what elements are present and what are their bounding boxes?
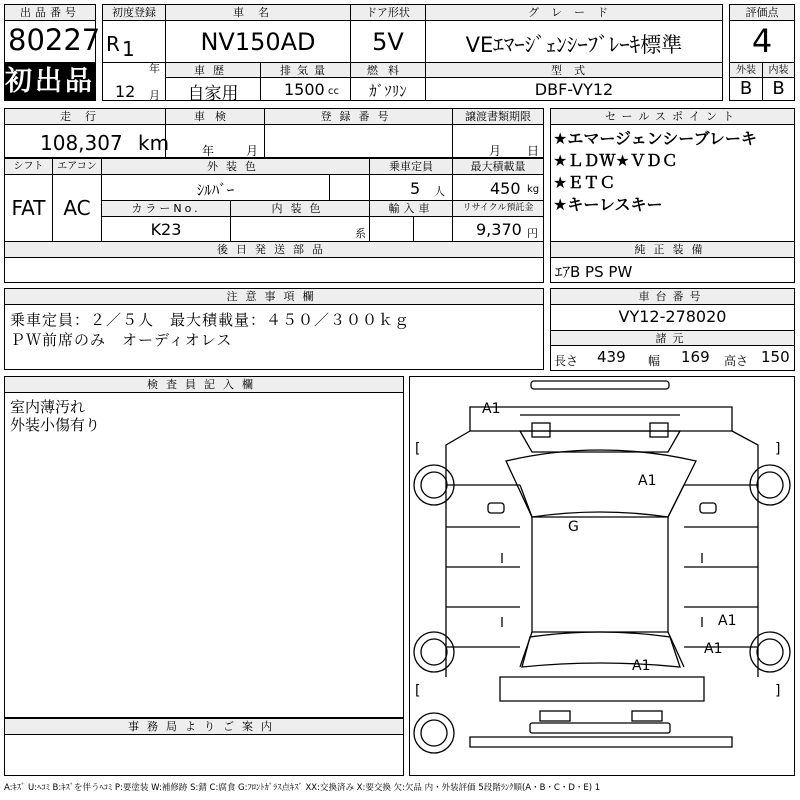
- fuel-label: 燃料: [350, 62, 426, 78]
- model-value: DBF-VY12: [534, 80, 614, 99]
- shift-value: FAT: [11, 196, 46, 220]
- displacement-label: 排気量: [260, 62, 351, 78]
- lot-number: 80227: [8, 23, 101, 57]
- sales-point-item: ★キーレスキー: [553, 195, 663, 214]
- exterior-color-aux-box: [329, 174, 370, 201]
- car-name-label: 車名: [165, 4, 351, 21]
- damage-mark: A1: [638, 473, 657, 489]
- registration-number-box: [264, 124, 453, 158]
- shift-label: シフト: [4, 158, 53, 175]
- max-load-unit: kg: [527, 184, 540, 195]
- color-number-value: K23: [150, 220, 182, 239]
- registration-number-label: 登録番号: [264, 108, 453, 125]
- recycle-deposit-label: リサイクル預託金: [452, 200, 544, 217]
- air-conditioner-value: AC: [63, 196, 91, 220]
- interior-label: 内装: [762, 62, 795, 78]
- import-box-1: [369, 216, 414, 242]
- car-outline: [410, 377, 794, 775]
- height-value: 150: [761, 348, 790, 366]
- interior-grade: B: [772, 78, 785, 99]
- color-number-label: カラーNo.: [101, 200, 231, 217]
- transfer-day-unit: 日: [527, 144, 540, 158]
- sales-points-label: セールスポイント: [550, 108, 795, 125]
- width-value: 169: [681, 348, 710, 366]
- mileage-value: 108,307: [40, 131, 123, 155]
- inspector-note-line: 室内薄汚れ: [10, 398, 86, 416]
- damage-mark: A1: [704, 641, 723, 657]
- office-notice-label: 事務局よりご案内: [4, 718, 404, 735]
- bracket-right: ]: [775, 441, 781, 457]
- exterior-grade: B: [739, 78, 753, 99]
- damage-mark: A1: [718, 613, 737, 629]
- notes-line: ＰＷ前席のみ オーディオレス: [10, 331, 233, 349]
- standard-equipment-label: 純正装備: [550, 241, 795, 258]
- month-unit: 月: [149, 89, 160, 102]
- inspection-month-unit: 月: [246, 144, 259, 158]
- car-name: NV150AD: [200, 28, 316, 56]
- registration-year: 1: [122, 37, 135, 61]
- dimensions-label: 諸元: [550, 330, 795, 346]
- import-label: 輸入車: [369, 200, 453, 217]
- door-type-label: ドア形状: [350, 4, 426, 21]
- interior-color-unit: 系: [355, 227, 366, 240]
- max-load-value: 450: [490, 179, 521, 198]
- first-registration-label: 初度登録: [102, 4, 166, 21]
- damage-mark: A1: [632, 658, 651, 674]
- first-listing-badge: 初出品: [4, 63, 96, 101]
- displacement-unit: cc: [328, 86, 339, 97]
- office-notice-box: [4, 734, 404, 776]
- standard-equipment-value: ｴｱB PS PW: [555, 263, 633, 281]
- notes-label: 注意事項欄: [4, 288, 544, 305]
- score-value: 4: [751, 22, 773, 60]
- grade-label: グレード: [425, 4, 723, 21]
- lot-number-label: 出品番号: [4, 4, 96, 21]
- capacity-label: 乗車定員: [369, 158, 453, 175]
- exterior-color-value: ｼﾙﾊﾞｰ: [196, 181, 235, 199]
- notes-line: 乗車定員：２／５人 最大積載量：４５０／３００ｋｇ: [10, 311, 411, 329]
- bracket-right: ]: [775, 683, 781, 699]
- sales-point-item: ★ＥＴＣ: [553, 173, 616, 192]
- interior-color-label: 内装色: [230, 200, 370, 217]
- transfer-document-label: 譲渡書類期限: [452, 108, 544, 125]
- damage-diagram: [409, 376, 795, 776]
- model-label: 型式: [425, 62, 723, 78]
- era-label: R: [106, 32, 120, 56]
- damage-mark: G: [568, 519, 579, 535]
- damage-mark: A1: [482, 401, 501, 417]
- mileage-unit: km: [138, 131, 170, 155]
- length-value: 439: [597, 348, 626, 366]
- transfer-month-unit: 月: [489, 144, 502, 158]
- inspector-notes-box: [4, 392, 404, 718]
- capacity-unit: 人: [434, 185, 445, 198]
- history-label: 車歴: [165, 62, 261, 78]
- inspection-label: 車検: [165, 108, 265, 125]
- chassis-number-label: 車台番号: [550, 288, 795, 305]
- grade-value: VEｴﾏｰｼﾞｪﾝｼｰﾌﾞﾚｰｷ標準: [465, 33, 683, 57]
- exterior-label: 外装: [729, 62, 763, 78]
- displacement-value: 1500: [284, 80, 325, 99]
- fuel-value: ｶﾞｿﾘﾝ: [369, 82, 407, 100]
- inspector-note-line: 外装小傷有り: [10, 416, 101, 434]
- later-parts-label: 後日発送部品: [4, 241, 544, 258]
- recycle-deposit-unit: 円: [527, 227, 538, 240]
- dimensions-box: [550, 345, 795, 371]
- score-label: 評価点: [729, 4, 795, 21]
- legend-text: A:ｷｽﾞ U:ﾍｺﾐ B:ｷｽﾞを伴うﾍｺﾐ P:要塗装 W:補修跡 S:錆 C:腐食 G:ﾌﾛﾝﾄｶﾞﾗｽ点ｷｽﾞ XX:交換済み X:要交換 欠:欠品 内・外装評価 5段階ﾗﾝｸ順(A・B・C・D・E) 1: [4, 783, 601, 793]
- inspection-year-unit: 年: [202, 144, 215, 158]
- interior-color-box: [230, 216, 370, 242]
- recycle-deposit-value: 9,370: [476, 220, 522, 239]
- import-box-2: [413, 216, 453, 242]
- air-conditioner-label: エアコン: [52, 158, 102, 175]
- registration-month: 12: [115, 82, 136, 101]
- sales-point-item: ★エマージェンシーブレーキ: [553, 129, 757, 148]
- bracket-left: [: [415, 683, 421, 699]
- door-type: 5V: [372, 28, 404, 56]
- mileage-label: 走行: [4, 108, 166, 125]
- length-label: 長さ: [554, 354, 579, 368]
- later-parts-box: [4, 257, 544, 283]
- inspector-notes-label: 検査員記入欄: [4, 376, 404, 393]
- height-label: 高さ: [724, 354, 749, 368]
- history-value: 自家用: [187, 84, 239, 104]
- chassis-number-value: VY12-278020: [618, 307, 727, 326]
- sales-point-item: ★ＬＤＷ★ＶＤＣ: [553, 151, 678, 170]
- bracket-left: [: [415, 441, 421, 457]
- width-label: 幅: [648, 354, 661, 368]
- capacity-value: 5: [410, 179, 421, 198]
- year-unit: 年: [149, 62, 160, 75]
- exterior-color-label: 外装色: [101, 158, 370, 175]
- max-load-label: 最大積載量: [452, 158, 544, 175]
